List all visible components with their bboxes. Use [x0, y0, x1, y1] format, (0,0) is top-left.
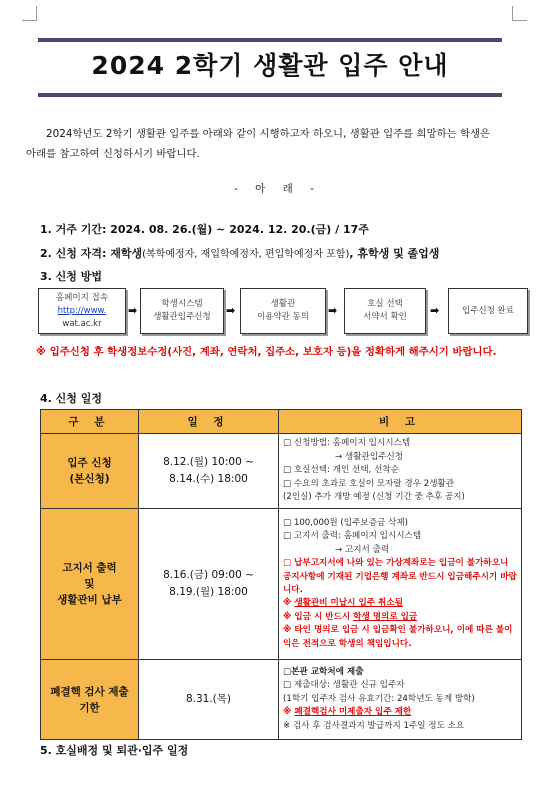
title-bar-bottom	[38, 93, 502, 97]
section-divider-label: - 아 래 -	[234, 183, 314, 195]
flow-arrow-icon: ➡	[128, 304, 138, 317]
eligibility-label: 2. 신청 자격: 재학생	[40, 247, 143, 260]
homepage-link[interactable]: http://www.	[57, 305, 107, 316]
flow-step-terms	[240, 288, 326, 334]
category-sublabel: 생활관비 납부	[57, 594, 122, 606]
remark-line: □ 제출대상: 생활관 신규 입주자	[283, 680, 405, 691]
student-name-deposit-warning: 학생 명의로 입금	[353, 611, 418, 622]
flow-arrow-icon: ➡	[328, 304, 338, 317]
flow-step-homepage-label: 홈페이지 접속	[56, 292, 108, 303]
remark-line: □본관 교학처에 제출	[283, 666, 364, 677]
residence-period: 1. 거주 기간: 2024. 08. 26.(월) ~ 2024. 12. 20.(금) / 17주	[40, 223, 369, 236]
date-end: 8.14.(수) 18:00	[169, 473, 248, 485]
remark-line: (2인실) 추가 개방 예정 (신청 기간 중 추후 공지)	[283, 492, 465, 503]
date-deadline: 8.31.(목)	[185, 693, 232, 705]
third-party-deposit-warning: ※ 타인 명의로 입금 시 입금확인 불가하오니, 이에 따른 불이익은 전적으로 학생의 책임입니다.	[283, 625, 513, 649]
crop-mark-right	[512, 6, 527, 21]
flow-arrow-icon: ➡	[430, 304, 440, 317]
remark-mark: ※	[283, 707, 295, 718]
table-row-payment	[41, 509, 522, 660]
remark-line	[283, 611, 517, 624]
column-header-category: 구 분	[41, 410, 139, 434]
flow-step-room-select-label: 호실 선택	[367, 299, 403, 309]
remarks-cell	[279, 509, 522, 660]
table-row-application	[41, 434, 522, 509]
category-cell	[41, 434, 139, 509]
category-label: 폐결핵 검사 제출	[50, 685, 129, 698]
flow-arrow-icon: ➡	[226, 304, 236, 317]
remarks-cell	[279, 434, 522, 509]
table-row-tb-test	[41, 660, 522, 740]
flow-step-complete-label: 입주신청 완료	[462, 305, 514, 316]
remark-line: → 고지서 출력	[335, 544, 390, 555]
remark-line: □ 수요의 초과로 호실이 모자랄 경우 2생활관	[283, 478, 455, 489]
flow-step-homepage-domain: wat.ac.kr	[62, 318, 102, 329]
column-header-schedule: 일 정	[139, 410, 279, 434]
date-cell	[139, 434, 279, 509]
remark-line: □ 100,000원 (입주보증금 삭제)	[283, 517, 408, 528]
category-sublabel: (본신청)	[69, 473, 110, 485]
flow-step-terms-sublabel: 이용약관 동의	[257, 312, 309, 322]
date-end: 8.19.(월) 18:00	[169, 586, 248, 598]
table-header-row	[41, 410, 522, 434]
remark-mark: ※	[283, 598, 295, 609]
category-label: 입주 신청	[67, 457, 112, 469]
remark-line: □ 호실선택: 개인 선택, 선착순	[283, 465, 399, 476]
remark-line: (1학기 입주자 검사 유효기간: 24학년도 동계 방학)	[283, 693, 475, 704]
schedule-table	[40, 409, 522, 740]
category-cell	[41, 509, 139, 660]
remark-text: ※ 입금 시 반드시	[283, 611, 354, 622]
intro-paragraph: 2024학년도 2학기 생활관 입주를 아래와 같이 시행하고자 하오니, 생활관 입주를 희망하는 학생은 아래를 참고하여 신청하시기 바랍니다.	[26, 128, 491, 160]
date-start: 8.16.(금) 09:00 ~	[163, 569, 254, 581]
flow-step-room-select-sublabel: 서약서 확인	[363, 312, 407, 322]
date-cell	[139, 509, 279, 660]
title-bar-top	[38, 38, 502, 42]
eligibility-note: (복학예정자, 재입학예정자, 편입학예정자 포함)	[142, 249, 350, 260]
date-start: 8.12.(월) 10:00 ~	[163, 456, 254, 468]
column-header-remarks: 비 고	[279, 410, 522, 434]
remark-line: □ 고지서 출력: 홈페이지 입시시스템	[283, 531, 422, 542]
flow-step-room-select	[344, 288, 426, 334]
unpaid-cancel-warning: 생활관비 미납시 입주 취소됨	[294, 598, 403, 609]
payment-warning: □ 납부고지서에 나와 있는 가상계좌로는 입금이 불가하오니 공지사항에 기재된 기업은행 계좌로 반드시 입금해주시기 바랍니다.	[283, 558, 517, 595]
remarks-cell	[279, 660, 522, 740]
flow-step-terms-label: 생활관	[270, 299, 296, 309]
flow-step-student-system-sublabel: 생활관입주신청	[153, 312, 211, 322]
remark-line	[283, 706, 517, 719]
category-sublabel: 기한	[79, 701, 100, 714]
category-label: 고지서 출력	[62, 562, 117, 574]
flow-step-student-system-label: 학생시스템	[161, 299, 203, 309]
category-cell	[41, 660, 139, 740]
student-info-notice: ※ 입주신청 후 학생정보수정(사진, 계좌, 연락처, 집주소, 보호자 등)을 정확하게 해주시기 바랍니다.	[36, 346, 497, 358]
remark-line	[283, 597, 517, 610]
room-assignment-heading: 5. 호실배정 및 퇴관·입주 일정	[40, 744, 189, 757]
eligibility-extra: , 휴학생 및 졸업생	[349, 247, 440, 260]
category-sublabel: 및	[84, 578, 95, 590]
flow-step-homepage	[38, 288, 126, 334]
tb-test-warning: 폐결핵검사 미제출자 입주 제한	[294, 707, 412, 718]
crop-mark-left	[22, 6, 37, 21]
schedule-heading: 4. 신청 일정	[40, 392, 102, 405]
remark-line: □ 신청방법: 홈페이지 입시시스템	[283, 438, 411, 449]
date-cell	[139, 660, 279, 740]
application-method-heading: 3. 신청 방법	[40, 270, 102, 283]
remark-line: → 생활관입주신청	[335, 451, 404, 462]
remark-line: ※ 검사 후 검사결과지 발급까지 1주일 정도 소요	[283, 720, 465, 731]
flow-step-student-system	[140, 288, 224, 334]
flow-step-complete	[448, 288, 528, 334]
eligibility	[40, 245, 439, 261]
page-title: 2024 2학기 생활관 입주 안내	[91, 51, 449, 80]
